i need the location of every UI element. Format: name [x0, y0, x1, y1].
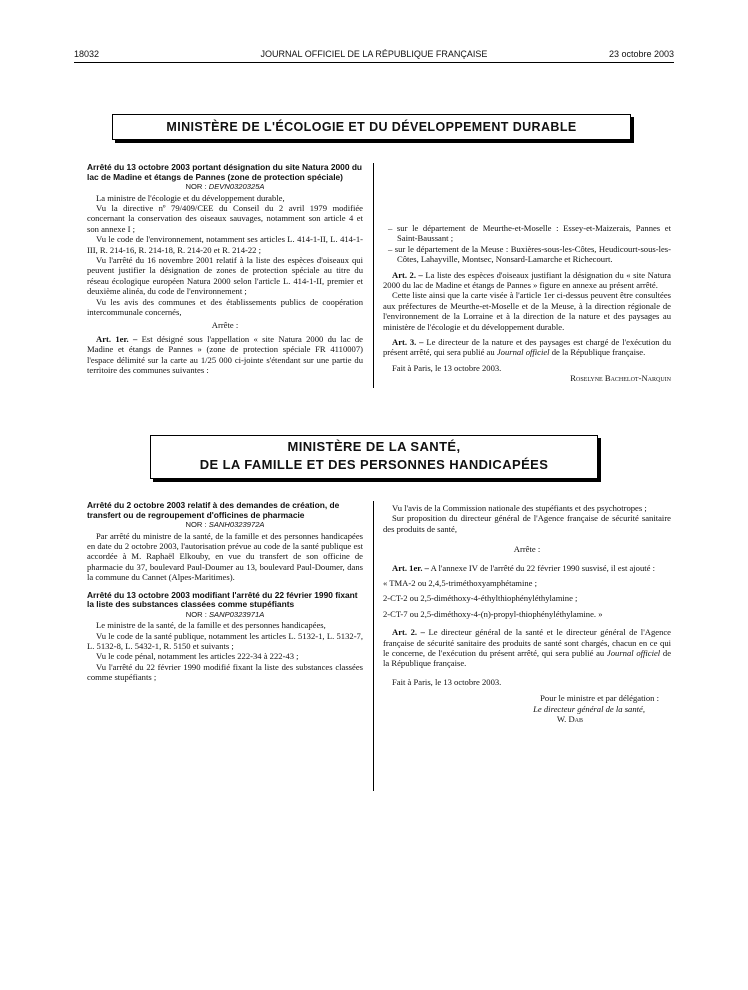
paragraph: Le ministre de la santé, de la famille et des personnes handicapées, [96, 620, 326, 631]
list-item: 2-CT-2 ou 2,5-diméthoxy-4-éthylthiophényléthylamine ; [383, 593, 578, 604]
arrete-title: Arrêté du 13 octobre 2003 portant désignation du site Natura 2000 du lac de Madine et étangs de Pannes (zone de protection spéciale) [87, 162, 363, 182]
ministry-ecology-box [112, 114, 631, 140]
ministry-ecology-title: MINISTÈRE DE L'ÉCOLOGIE ET DU DÉVELOPPEMENT DURABLE [166, 120, 577, 134]
nor-code: DEVN0320325A [208, 182, 265, 192]
article-3: Art. 3. – Le directeur de la nature et des paysages est chargé de l'exécution du présent arrêté, qui sera publié au Journal officiel de la République française. [383, 337, 671, 358]
paragraph: Sur proposition du directeur général de l'Agence française de sécurité sanitaire des produits de santé, [383, 513, 671, 534]
ecology-right-column [383, 223, 671, 384]
paragraph: Cette liste ainsi que la carte visée à l'article 1er ci-dessus peuvent être consultées aux préfectures de Meurthe-et-Moselle et de la Meuse, à la direction régionale de l'environnement de la Lorraine et à la direction de la nature et des paysages au ministère de l'écologie et du développement durable. [383, 290, 671, 332]
paragraph: Vu l'avis de la Commission nationale des stupéfiants et des psychotropes ; [392, 503, 647, 513]
page-number: 18032 [74, 49, 100, 59]
paragraph: Vu l'arrêté du 16 novembre 2001 relatif à la liste des espèces d'oiseaux qui peuvent justifier la désignation de zones de protection spéciale au titre du réseau écologique européen Natura 2000 selon l'article L. 414-1-II, premier et deuxième alinéa, du code de l'environnement ; [87, 255, 363, 297]
signature: W. Dab [556, 714, 583, 725]
paragraph: La ministre de l'écologie et du développement durable, [96, 192, 285, 203]
column-divider [373, 163, 374, 388]
paragraph: Vu le code de l'environnement, notamment ses articles L. 414-1-II, L. 414-1-III, R. 214-16, R. 214-18, R. 214-20 et R. 214-22 ; [87, 234, 363, 255]
paragraph: Vu la directive nº 79/409/CEE du Conseil du 2 avril 1979 modifiée concernant la conservation des oiseaux sauvages, notamment son article 4 et son annexe I ; [87, 203, 363, 234]
page-header [74, 49, 674, 63]
list-item: 2-CT-7 ou 2,5-diméthoxy-4-(n)-propyl-thiophényléthylamine. » [383, 608, 603, 619]
health-right-column [383, 503, 671, 725]
list-item: « TMA-2 ou 2,4,5-triméthoxyamphétamine ; [383, 578, 538, 589]
ministry-health-title-2: DE LA FAMILLE ET DES PERSONNES HANDICAPÉES [199, 457, 549, 472]
paragraph: Par arrêté du ministre de la santé, de la famille et des personnes handicapées en date du 2 octobre 2003, l'autorisation prévue au code de la santé publique est accordée à M. Raphaël Elkouby, en vue du transfert de son officine de pharmacie du 37, boulevard Paul-Doumer au 13, boulevard Paul-Doumer, dans la commune du Cannet (Alpes-Maritimes). [87, 530, 363, 583]
nor-reference: NOR : DEVN0320325A [185, 182, 265, 192]
article-1: Art. 1er. – Est désigné sous l'appellation « site Natura 2000 du lac de Madine et étangs de Pannes » (zone de protection spéciale FR 4110007) l'espace délimité sur la carte au 1/25 000 ci-jointe s'étendant sur une partie du territoire des communes suivantes : [87, 333, 363, 376]
dash-item: – sur le département de la Meuse : Buxières-sous-les-Côtes, Heudicourt-sous-les-Côtes, Lahayville, Montsec, Nonsard-Lamarche et Richecourt. [388, 243, 671, 265]
signature-line: Pour le ministre et par délégation : [540, 693, 659, 704]
article-2: Art. 2. – Le directeur général de la santé et le directeur général de l'Agence française de sécurité sanitaire des produits de santé sont chargés, chacun en ce qui le concerne, de l'exécution du présent arrêté, qui sera publié au Journal officiel de la République française. [383, 627, 672, 669]
ministry-health-box [150, 435, 598, 479]
fait-line: Fait à Paris, le 13 octobre 2003. [392, 676, 502, 687]
paragraph: Vu le code de la santé publique, notamment les articles L. 5132-1, L. 5132-7, L. 5132-8, L. 5432-1, R. 5150 et suivants ; [87, 630, 363, 652]
nor-reference: NOR : SANP0323971A [185, 609, 265, 619]
issue-date: 23 octobre 2003 [608, 49, 674, 59]
arrete-label: Arrête : [211, 320, 239, 331]
arrete-title: Arrêté du 13 octobre 2003 modifiant l'arrêté du 22 février 1990 fixant la liste des substances classées comme stupéfiants [87, 589, 358, 610]
signature: Roselyne Bachelot-Narquin [570, 373, 671, 384]
header-rule [74, 62, 674, 63]
nor-reference: NOR : SANH0323972A [185, 520, 265, 530]
arrete-title: Arrêté du 2 octobre 2003 relatif à des demandes de création, de transfert ou de regroupement d'officines de pharmacie [87, 500, 340, 520]
signature-line: Le directeur général de la santé, [533, 703, 645, 714]
nor-code: SANH0323972A [208, 520, 265, 530]
nor-code: SANP0323971A [208, 609, 265, 619]
ecology-left-column [87, 163, 363, 376]
arrete-label: Arrête : [513, 544, 541, 555]
health-left-column [87, 501, 363, 683]
paragraph: Vu l'arrêté du 22 février 1990 modifié fixant la liste des substances classées comme stupéfiants ; [87, 661, 363, 683]
ministry-health-title-1: MINISTÈRE DE LA SANTÉ, [287, 439, 461, 454]
article-1: Art. 1er. – A l'annexe IV de l'arrêté du 22 février 1990 susvisé, il est ajouté : [392, 562, 656, 573]
dash-item: – sur le département de Meurthe-et-Moselle : Essey-et-Maizerais, Pannes et Saint-Baussant ; [388, 223, 671, 244]
column-divider [373, 501, 374, 791]
article-2: Art. 2. – La liste des espèces d'oiseaux justifiant la désignation du « site Natura 2000 du lac de Madine et étangs de Pannes » figure en annexe au présent arrêté. [383, 269, 671, 291]
journal-title: JOURNAL OFFICIEL DE LA RÉPUBLIQUE FRANÇAISE [260, 49, 488, 59]
paragraph: Vu le code pénal, notamment les articles 222-34 à 222-43 ; [96, 651, 299, 662]
fait-line: Fait à Paris, le 13 octobre 2003. [392, 362, 502, 373]
paragraph: Vu les avis des communes et des établissements publics de coopération intercommunale concernés, [87, 296, 363, 318]
